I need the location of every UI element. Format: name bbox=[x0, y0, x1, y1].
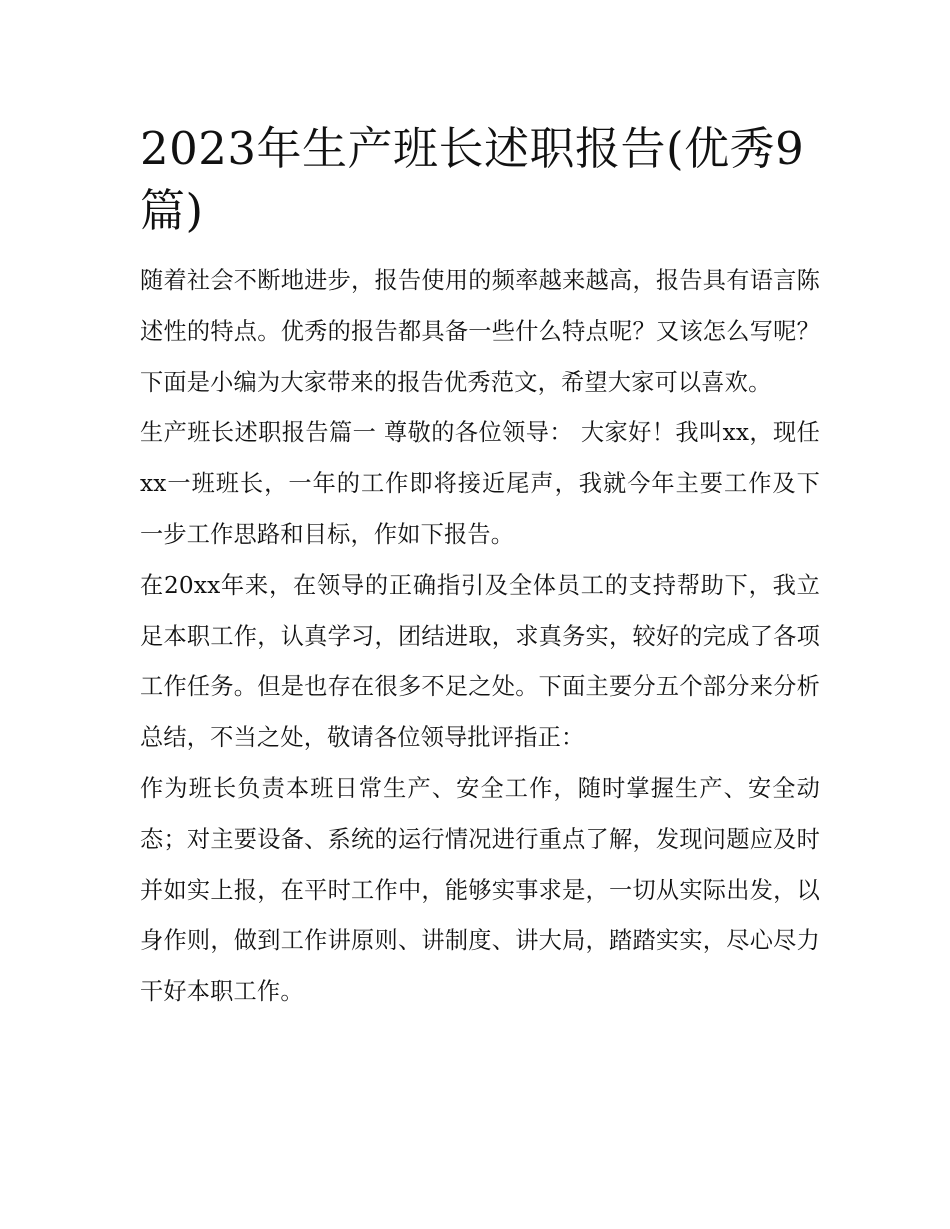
document-title: 2023年生产班长述职报告(优秀9篇) bbox=[140, 122, 805, 237]
paragraph-duties: 作为班长负责本班日常生产、安全工作，随时掌握生产、安全动态；对主要设备、系统的运行情况进行重点了解，发现问题应及时并如实上报，在平时工作中，能够实事求是，一切从实际出发，以身作则，做到工作讲原则、讲制度、讲大局，踏踏实实，尽心尽力干好本职工作。 bbox=[140, 774, 820, 1006]
paragraph-summary: 在20xx年来，在领导的正确指引及全体员工的支持帮助下，我立足本职工作，认真学习，团结进取，求真务实，较好的完成了各项工作任务。但是也存在很多不足之处。下面主要分五个部分来分析总结，不当之处，敬请各位领导批评指正： bbox=[140, 571, 820, 752]
paragraph-greeting: 生产班长述职报告篇一 尊敬的各位领导： 大家好！我叫xx，现任xx一班班长，一年的工作即将接近尾声，我就今年主要工作及下一步工作思路和目标，作如下报告。 bbox=[140, 419, 820, 548]
document-page bbox=[140, 118, 820, 1018]
paragraph-intro: 随着社会不断地进步，报告使用的频率越来越高，报告具有语言陈述性的特点。优秀的报告都具备一些什么特点呢？又该怎么写呢？下面是小编为大家带来的报告优秀范文，希望大家可以喜欢。 bbox=[140, 267, 820, 396]
